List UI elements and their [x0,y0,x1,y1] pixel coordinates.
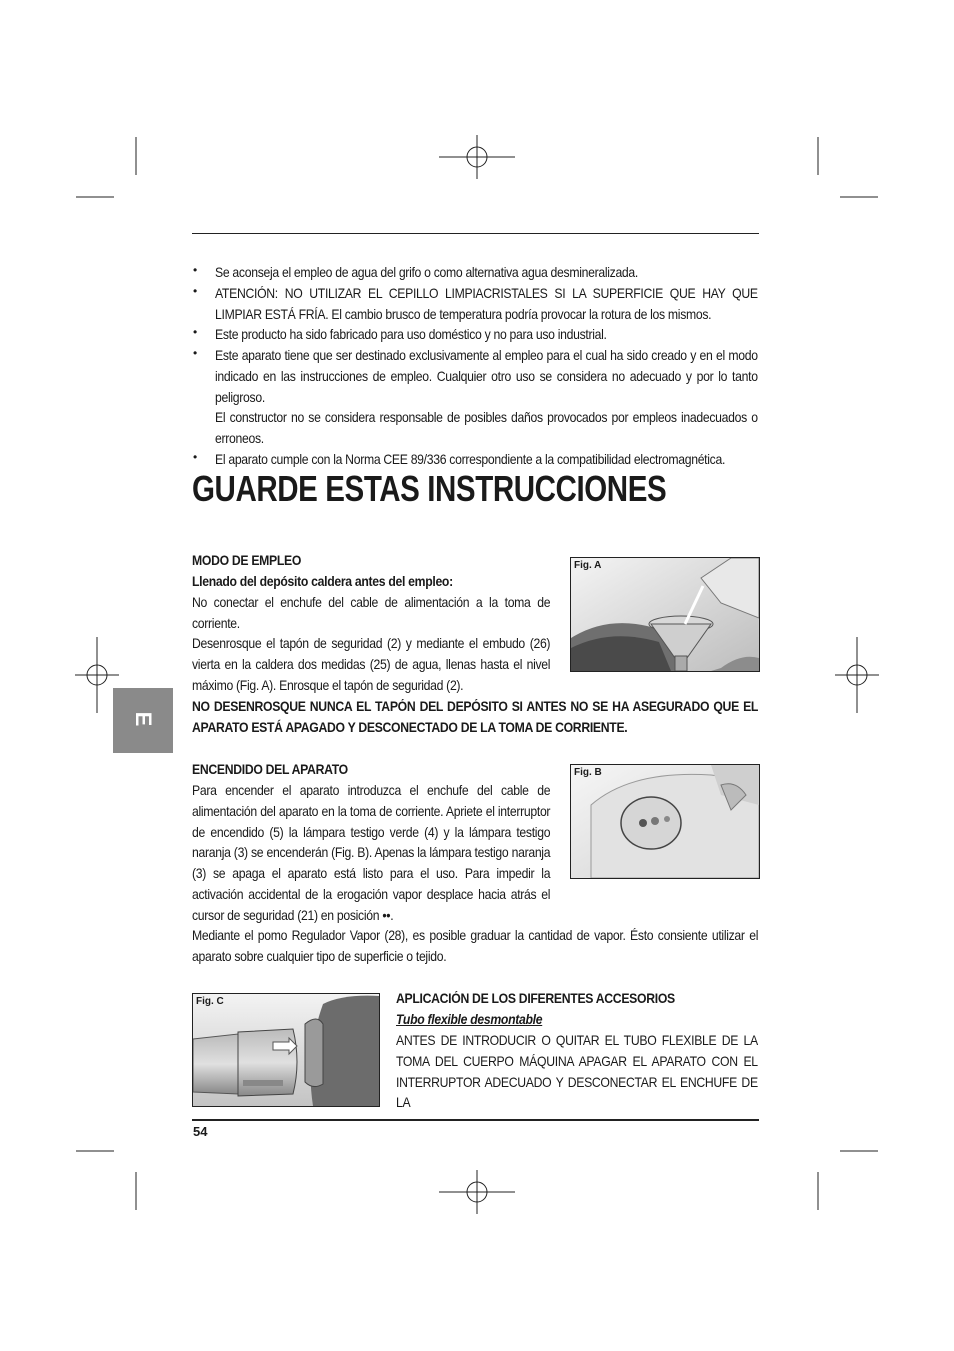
main-title: GUARDE ESTAS INSTRUCCIONES [192,468,667,509]
figure-a-label: Fig. A [574,560,602,571]
accesorios-para1: ANTES DE INTRODUCIR O QUITAR EL TUBO FLEXIBLE DE LA TOMA DEL CUERPO MÁQUINA APAGAR EL APARATO CON EL INTERRUPTOR ADECUADO Y DESCONECTAR EL ENCHUFE DE LA [396,1033,758,1111]
modo-warning: NO DESENROSQUE NUNCA EL TAPÓN DEL DEPÓSITO SI ANTES NO SE HA ASEGURADO QUE EL APARATO ESTÁ APAGADO Y DESCONECTADO DE LA TOMA DE CORRIENTE. [192,699,759,735]
bullet-text-continuation: El constructor no se considera responsable de posibles daños provocados por empleos inadecuados o erroneos. [215,410,758,446]
encendido-para2: Mediante el pomo Regulador Vapor (28), es posible graduar la cantidad de vapor. Ésto consiente utilizar el aparato sobre cualquier tipo de superficie o tejido. [192,928,759,964]
figure-c [192,993,380,1107]
footer-rule [192,1119,759,1121]
bullet-dot: • [193,325,198,339]
section-heading-modo: MODO DE EMPLEO [192,553,302,568]
bullet-dot: • [193,263,198,277]
hose-connector-illustration [193,994,379,1106]
language-tab [113,688,173,753]
section-subheading-llenado: Llenado del depósito caldera antes del empleo: [192,574,453,589]
figure-c-label: Fig. C [196,996,224,1007]
figure-a [570,557,760,672]
bullet-text: Este producto ha sido fabricado para uso doméstico y no para uso industrial. [215,327,607,342]
bullet-text: ATENCIÓN: NO UTILIZAR EL CEPILLO LIMPIACRISTALES SI LA SUPERFICIE QUE HAY QUE LIMPIAR ESTÁ FRÍA. El cambio brusco de temperatura podría provocar la rotura de los mismos. [215,286,758,322]
bullet-text: Se aconseja el empleo de agua del grifo o como alternativa agua desmineralizada. [215,265,638,280]
section-heading-accesorios: APLICACIÓN DE LOS DIFERENTES ACCESORIOS [396,991,675,1006]
section-heading-encendido: ENCENDIDO DEL APARATO [192,762,348,777]
funnel-illustration [571,558,759,671]
bullet-dot: • [193,346,198,360]
encendido-para1: Para encender el aparato introduzca el enchufe del cable de alimentación del aparato en la toma de corriente. Apriete el interruptor de encendido (5) la lámpara testigo verde (4) y la lámpara testigo naranja (3) se encenderán (Fig. B). Apenas la lámpara testigo naranja (3) se apaga el aparato está listo para el uso. Para impedir la activación accidental de la erogación vapor desplace hacia atrás el cursor de seguridad (21) en posición ••. [192,783,551,923]
bullet-dot: • [193,450,198,464]
figure-b-label: Fig. B [574,767,602,778]
figure-b [570,764,760,879]
header-rule [192,233,759,234]
page-number: 54 [193,1124,208,1139]
control-panel-illustration [571,765,759,878]
language-tab-letter: E [131,711,156,727]
bullet-dot: • [193,284,198,298]
bullet-text: El aparato cumple con la Norma CEE 89/336 correspondiente a la compatibilidad electromagnética. [215,452,726,467]
section-subheading-tubo: Tubo flexible desmontable [396,1012,543,1027]
modo-para1: No conectar el enchufe del cable de alimentación a la toma de corriente. [192,595,551,631]
modo-para2: Desenrosque el tapón de seguridad (2) y mediante el embudo (26) vierta en la caldera dos medidas (25) de agua, llenas hasta el nivel máximo (Fig. A). Enrosque el tapón de seguridad (2). [192,636,551,693]
bullet-text: Este aparato tiene que ser destinado exclusivamente al empleo para el cual ha sido creado y en el modo indicado en las instrucciones de empleo. Cualquier otro uso se considera no adecuado y por lo tanto peligroso. [215,348,758,405]
